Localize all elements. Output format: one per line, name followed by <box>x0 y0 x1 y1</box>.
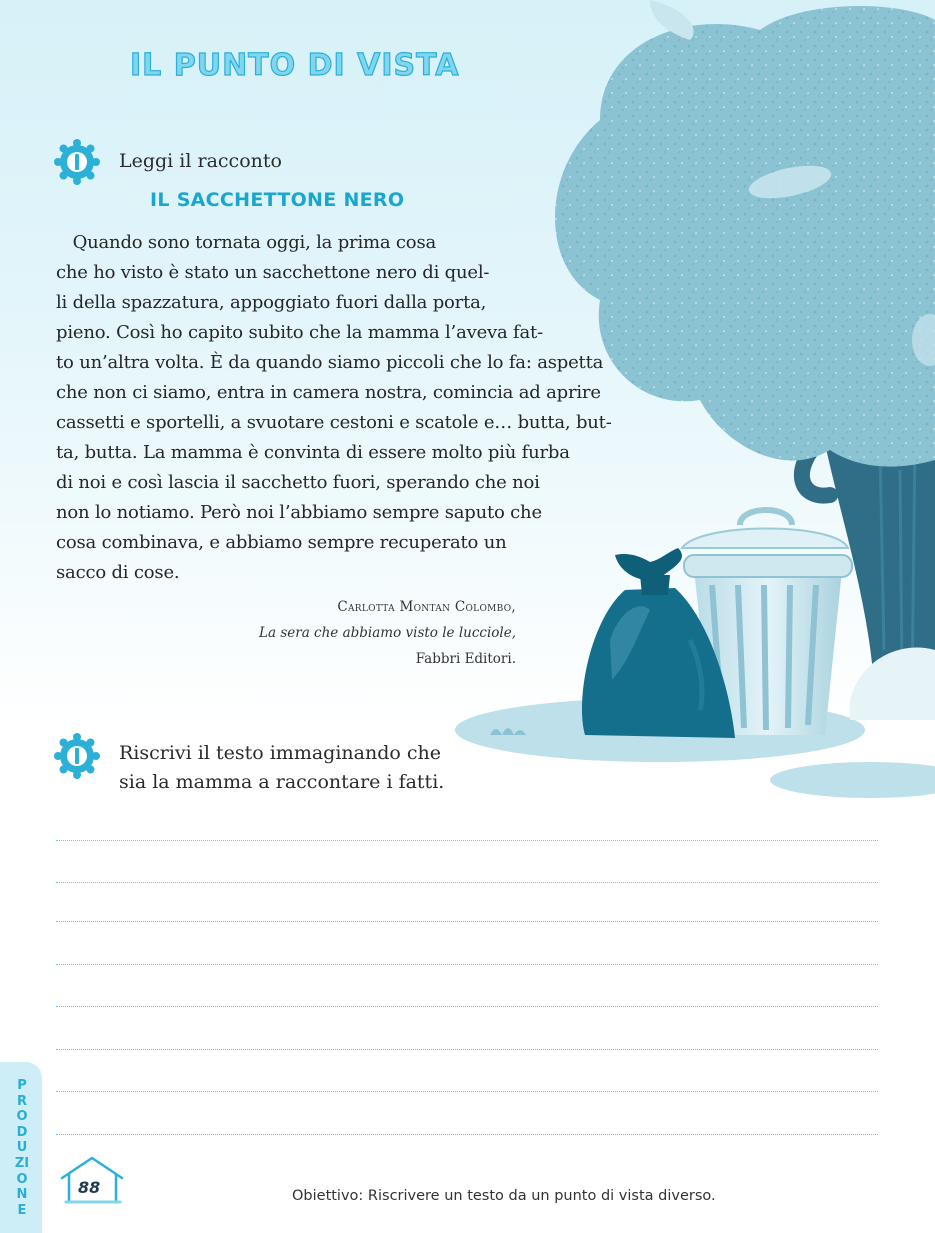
story-line: ta, butta. La mamma è convinta di essere molto più furba <box>56 442 570 463</box>
exercise-2-instruction-line: sia la mamma a raccontare i fatti. <box>119 771 445 793</box>
story-line: pieno. Così ho capito subito che la mamma l’aveva fat- <box>56 322 543 343</box>
writing-line[interactable] <box>56 921 878 922</box>
story-line: li della spazzatura, appoggiato fuori dalla porta, <box>56 292 487 313</box>
writing-line[interactable] <box>56 840 878 841</box>
page-title: IL PUNTO DI VISTA <box>130 48 460 83</box>
credit-book: La sera che abbiamo visto le lucciole, <box>259 625 516 641</box>
credit-publisher: Fabbri Editori. <box>415 651 516 667</box>
story-line: Quando sono tornata oggi, la prima cosa <box>56 232 437 253</box>
exercise-2-instruction <box>119 739 444 797</box>
writing-line[interactable] <box>56 882 878 883</box>
writing-line[interactable] <box>56 1134 878 1135</box>
writing-line[interactable] <box>56 964 878 965</box>
exercise-1-instruction: Leggi il racconto <box>119 150 282 172</box>
story-line: che ho visto è stato un sacchettone nero di quel- <box>56 262 490 283</box>
story-line: cosa combinava, e abbiamo sempre recuperato un <box>56 532 507 553</box>
story-line: sacco di cose. <box>56 562 180 583</box>
writing-line[interactable] <box>56 1049 878 1050</box>
story-line: to un’altra volta. È da quando siamo piccoli che lo fa: aspetta <box>56 352 604 373</box>
section-label: PRODUZIONE <box>14 1078 30 1218</box>
page-number: 88 <box>78 1178 101 1197</box>
story-line: cassetti e sportelli, a svuotare cestoni e scatole e… butta, but- <box>56 412 612 433</box>
story-line: non lo notiamo. Però noi l’abbiamo sempre saputo che <box>56 502 542 523</box>
exercise-badge-icon <box>54 139 100 185</box>
writing-line[interactable] <box>56 1091 878 1092</box>
objective-text: Obiettivo: Riscrivere un testo da un punto di vista diverso. <box>292 1188 716 1204</box>
story-credits <box>259 594 516 672</box>
credit-author: Carlotta Montan Colombo, <box>337 599 516 615</box>
story-line: di noi e così lascia il sacchetto fuori, sperando che noi <box>56 472 540 493</box>
exercise-badge-icon <box>54 733 100 779</box>
writing-line[interactable] <box>56 1006 878 1007</box>
story-title: IL SACCHETTONE NERO <box>150 189 405 211</box>
exercise-2-instruction-line: Riscrivi il testo immaginando che <box>119 742 441 764</box>
story-line: che non ci siamo, entra in camera nostra, comincia ad aprire <box>56 382 601 403</box>
story-text <box>56 228 646 588</box>
